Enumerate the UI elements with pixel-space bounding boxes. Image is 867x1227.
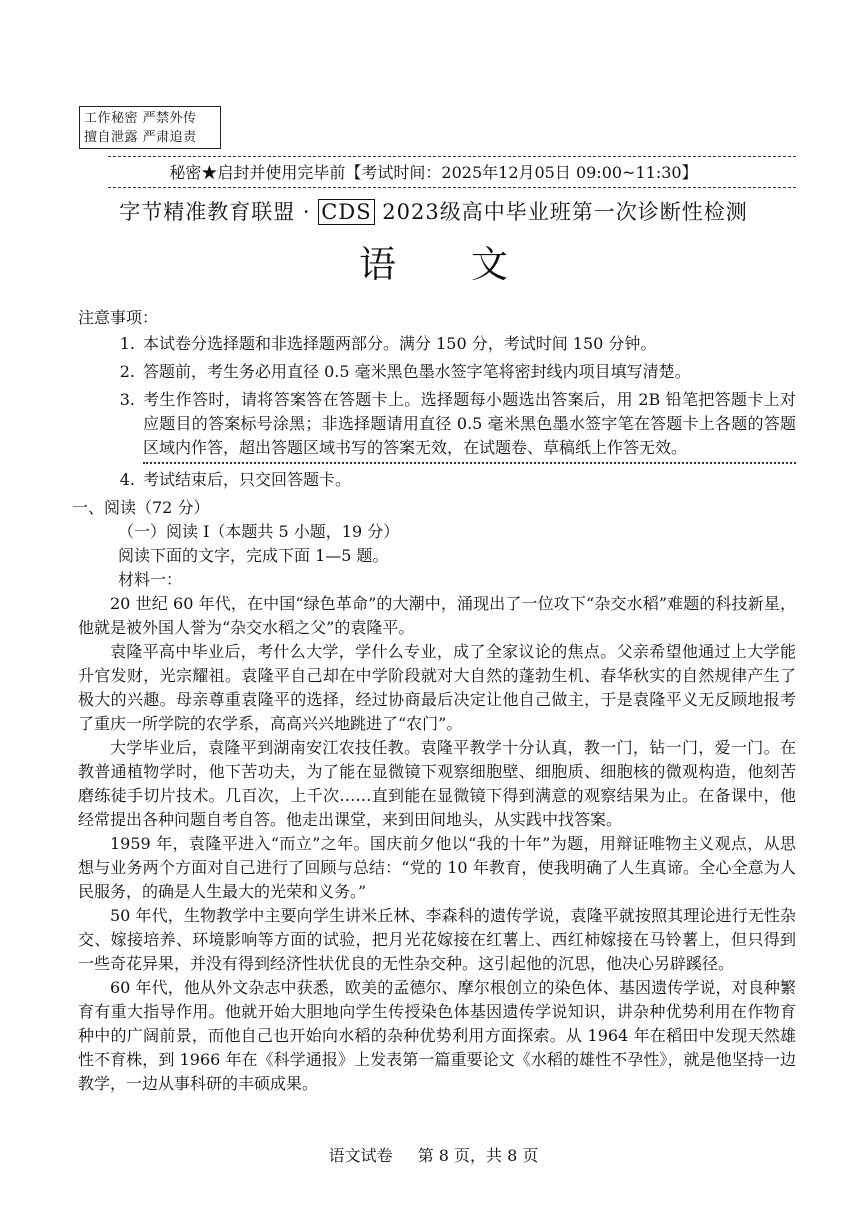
divider-bottom bbox=[108, 187, 796, 188]
divider-top bbox=[108, 156, 796, 157]
stamp-line-2: 擅自泄露 严肃追责 bbox=[84, 130, 197, 145]
passage-paragraph: 50 年代，生物教学中主要向学生讲米丘林、李森科的遗传学说，袁隆平就按照其理论进行无性杂交、嫁接培养、环境影响等方面的试验，把月光花嫁接在红薯上、西红柿嫁接在马铃薯上，但只得到一些奇花异果，并没有得到经济性状优良的无性杂交种。这引起他的沉思，他决心另辟蹊径。 bbox=[78, 906, 796, 973]
note-item bbox=[78, 388, 796, 464]
note-item bbox=[78, 360, 796, 384]
note-text: 本试卷分选择题和非选择题两部分。满分 150 分，考试时间 150 分钟。 bbox=[143, 334, 657, 353]
note-number: 2. bbox=[119, 362, 135, 381]
notes-heading: 注意事项： bbox=[78, 308, 159, 327]
passage-paragraph: 1959 年，袁隆平进入“而立”之年。国庆前夕他以“我的十年”为题，用辩证唯物主义观点，从思想与业务两个方面对自己进行了回顾与总结：“党的 10 年教育，使我明确了人生真谛。全心全意为人民服务，的确是人生最大的光荣和义务。” bbox=[78, 834, 796, 901]
note-item bbox=[78, 468, 796, 492]
footer-page-number: 第 8 页，共 8 页 bbox=[417, 1146, 539, 1165]
passage-paragraph: 大学毕业后，袁隆平到湖南安江农技任教。袁隆平教学十分认真，教一门，钻一门，爱一门。在教普通植物学时，他下苦功夫，为了能在显微镜下观察细胞壁、细胞质、细胞核的微观构造，他刻苦磨练徒手切片技术。几百次，上千次……直到能在显微镜下得到满意的观察结果为止。在备课中，他经常提出各种问题自考自答。他走出课堂，来到田间地头，从实践中找答案。 bbox=[78, 738, 796, 829]
stamp-line-1: 工作秘密 严禁外传 bbox=[84, 111, 197, 126]
exam-title bbox=[0, 196, 867, 228]
subsection-title: （一）阅读 I（本题共 5 小题，19 分） bbox=[118, 522, 400, 541]
material-label: 材料一： bbox=[118, 570, 183, 589]
exam-title-prefix: 字节精准教育联盟 · bbox=[119, 200, 311, 224]
note-text: 考试结束后，只交回答题卡。 bbox=[143, 470, 352, 489]
exam-title-suffix: 2023级高中毕业班第一次诊断性检测 bbox=[382, 200, 748, 224]
confidential-stamp bbox=[79, 106, 221, 149]
note-number: 3. bbox=[119, 390, 135, 409]
footer-subject: 语文试卷 bbox=[328, 1146, 393, 1165]
subject-heading: 语文 bbox=[359, 243, 583, 286]
passage-paragraph: 袁隆平高中毕业后，考什么大学，学什么专业，成了全家议论的焦点。父亲希望他通过上大学能升官发财，光宗耀祖。袁隆平自己却在中学阶段就对大自然的蓬勃生机、春华秋实的自然规律产生了极大的兴趣。母亲尊重袁隆平的选择，经过协商最后决定让他自己做主，于是袁隆平义无反顾地报考了重庆一所学院的农学系，高高兴兴地跳进了“农门”。 bbox=[78, 642, 796, 733]
exam-title-code: CDS bbox=[318, 199, 374, 225]
note-text: 考生作答时，请将答案答在答题卡上。选择题每小题选出答案后，用 2B 铅笔把答题卡上对应题目的答案标号涂黑；非选择题请用直径 0.5 毫米黑色墨水签字笔在答题卡上各题的答题区域内作答，超出答题区域书写的答案无效，在试题卷、草稿纸上作答无效。 bbox=[143, 388, 796, 464]
page-footer bbox=[0, 1145, 867, 1167]
reading-passage bbox=[78, 592, 796, 1096]
note-number: 4. bbox=[119, 470, 135, 489]
note-item bbox=[78, 332, 796, 356]
passage-paragraph: 20 世纪 60 年代，在中国“绿色革命”的大潮中，涌现出了一位攻下“杂交水稻”难题的科技新星，他就是被外国人誉为“杂交水稻之父”的袁隆平。 bbox=[78, 594, 796, 637]
note-text: 答题前，考生务必用直径 0.5 毫米黑色墨水签字笔将密封线内项目填写清楚。 bbox=[143, 362, 691, 381]
note-number: 1. bbox=[119, 334, 135, 353]
secret-exam-time-line: 秘密★启封并使用完毕前【考试时间：2025年12月05日 09:00~11:30】 bbox=[169, 163, 698, 182]
section-title: 一、阅读（72 分） bbox=[72, 498, 210, 517]
passage-paragraph: 60 年代，他从外文杂志中获悉，欧美的孟德尔、摩尔根创立的染色体、基因遗传学说，对良种繁育有重大指导作用。他就开始大胆地向学生传授染色体基因遗传学说知识，讲杂种优势利用在作物育种中的广阔前景，而他自己也开始向水稻的杂种优势利用方面探索。从 1964 年在稻田中发现天然雄性不育株，到 1966 年在《科学通报》上发表第一篇重要论文《水稻的雄性不孕性》，就是他坚持一边教学，一边从事科研的丰硕成果。 bbox=[78, 978, 796, 1093]
exam-content bbox=[72, 306, 796, 1096]
reading-instruction: 阅读下面的文字，完成下面 1—5 题。 bbox=[118, 546, 389, 565]
